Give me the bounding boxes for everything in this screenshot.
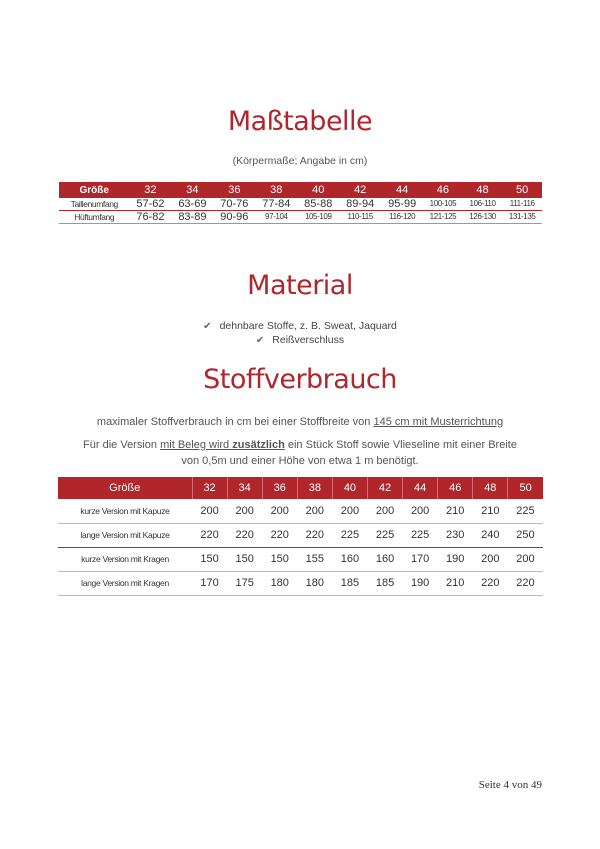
table-cell: 76-82 (129, 211, 171, 224)
table-cell: 220 (473, 571, 508, 595)
size-col: 34 (227, 477, 262, 499)
note-text: maximaler Stoffverbrauch in cm bei einer Stoffbreite von (96, 416, 374, 428)
note-text: ein Stück Stoff sowie Vlieseline mit einer Breite (284, 439, 517, 451)
table-cell: 225 (403, 523, 438, 547)
table-cell: 210 (438, 571, 473, 595)
beleg-text (160, 439, 285, 451)
table-cell: 220 (192, 523, 227, 547)
check-icon: ✔ (255, 335, 265, 346)
table-cell: 131-135 (502, 211, 542, 224)
table-cell: 180 (262, 571, 297, 595)
material-item-label: dehnbare Stoffe, z. B. Sweat, Jaquard (219, 320, 397, 332)
table-cell: 225 (367, 523, 402, 547)
table-cell: 111-116 (502, 198, 542, 211)
table-cell: 200 (403, 499, 438, 523)
note-text: Für die Version (83, 439, 161, 451)
size-col: 42 (367, 477, 402, 499)
table-cell: 210 (438, 499, 473, 523)
table-cell: 200 (297, 499, 332, 523)
fabric-table-header (58, 477, 543, 499)
table-cell: 220 (297, 523, 332, 547)
table-cell: 185 (367, 571, 402, 595)
material-item-label: Reißverschluss (272, 334, 345, 346)
size-col: 34 (171, 182, 213, 198)
table-cell: 150 (227, 547, 262, 571)
size-col: 48 (463, 182, 503, 198)
table-row (58, 499, 543, 523)
table-cell: 200 (508, 547, 543, 571)
table-cell: 116-120 (381, 211, 423, 224)
table-cell: 110-115 (339, 211, 381, 224)
size-col: 40 (297, 182, 339, 198)
size-col: 48 (473, 477, 508, 499)
fabric-table (58, 477, 543, 596)
size-col: 44 (381, 182, 423, 198)
size-table-header (59, 182, 542, 198)
table-cell: 170 (403, 547, 438, 571)
table-cell: 160 (367, 547, 402, 571)
table-cell: 225 (332, 523, 367, 547)
size-col: 50 (502, 182, 542, 198)
table-cell: 185 (332, 571, 367, 595)
table-cell: 250 (508, 523, 543, 547)
size-col: 42 (339, 182, 381, 198)
row-label: kurze Version mit Kapuze (58, 499, 192, 523)
table-cell: 70-76 (213, 198, 255, 211)
table-cell: 200 (262, 499, 297, 523)
table-cell: 225 (508, 499, 543, 523)
size-col: 40 (332, 477, 367, 499)
page-number: Seite 4 von 49 (478, 779, 542, 791)
table-row (58, 571, 543, 595)
table-row (59, 198, 542, 211)
table-cell: 155 (297, 547, 332, 571)
fabric-note-line3: von 0,5m und einer Höhe von etwa 1 m benötigt. (181, 455, 419, 467)
table-cell: 240 (473, 523, 508, 547)
size-header-label: Größe (58, 477, 192, 499)
table-cell: 57-62 (129, 198, 171, 211)
table-cell: 121-125 (423, 211, 463, 224)
table-cell: 85-88 (297, 198, 339, 211)
fabric-title: Stoffverbrauch (203, 364, 397, 395)
beleg-link-text: mit Beleg wird (160, 439, 230, 451)
check-icon: ✔ (203, 321, 212, 332)
fabric-width-text: 145 cm mit Musterrichtung (373, 416, 504, 428)
table-cell: 83-89 (171, 211, 213, 224)
size-col: 46 (423, 182, 463, 198)
fabric-note-line2 (0, 437, 600, 453)
table-cell: 210 (473, 499, 508, 523)
table-cell: 200 (227, 499, 262, 523)
table-cell: 200 (473, 547, 508, 571)
table-cell: 200 (367, 499, 402, 523)
material-item (0, 320, 600, 332)
table-cell: 220 (508, 571, 543, 595)
table-cell: 97-104 (255, 211, 297, 224)
table-cell: 180 (297, 571, 332, 595)
table-cell: 220 (262, 523, 297, 547)
table-cell: 220 (227, 523, 262, 547)
table-cell: 63-69 (171, 198, 213, 211)
fabric-note-line1 (0, 414, 600, 430)
additional-text: zusätzlich (232, 439, 285, 451)
size-header-label: Größe (59, 182, 129, 198)
size-col: 38 (255, 182, 297, 198)
table-cell: 190 (438, 547, 473, 571)
row-label: lange Version mit Kragen (58, 571, 192, 595)
table-cell: 190 (403, 571, 438, 595)
material-title: Material (247, 270, 353, 301)
table-row (59, 211, 542, 224)
material-item (0, 334, 600, 346)
table-cell: 230 (438, 523, 473, 547)
table-cell: 200 (332, 499, 367, 523)
row-label: Hüftumfang (59, 211, 129, 224)
size-col: 32 (129, 182, 171, 198)
table-cell: 170 (192, 571, 227, 595)
table-cell: 200 (192, 499, 227, 523)
table-cell: 150 (262, 547, 297, 571)
table-row (58, 547, 543, 571)
size-col: 36 (262, 477, 297, 499)
table-cell: 160 (332, 547, 367, 571)
table-cell: 126-130 (463, 211, 503, 224)
size-col: 44 (403, 477, 438, 499)
table-cell: 150 (192, 547, 227, 571)
row-label: lange Version mit Kapuze (58, 523, 192, 547)
row-label: Taillenumfang (59, 198, 129, 211)
size-table (59, 182, 542, 224)
table-cell: 175 (227, 571, 262, 595)
table-cell: 106-110 (463, 198, 503, 211)
size-col: 50 (508, 477, 543, 499)
table-cell: 77-84 (255, 198, 297, 211)
size-col: 36 (213, 182, 255, 198)
row-label: kurze Version mit Kragen (58, 547, 192, 571)
size-table-title: Maßtabelle (227, 106, 373, 137)
table-cell: 100-105 (423, 198, 463, 211)
table-cell: 95-99 (381, 198, 423, 211)
table-cell: 105-109 (297, 211, 339, 224)
table-cell: 89-94 (339, 198, 381, 211)
table-row (58, 523, 543, 547)
size-col: 46 (438, 477, 473, 499)
size-table-subtitle: (Körpermaße; Angabe in cm) (232, 155, 368, 167)
size-col: 32 (192, 477, 227, 499)
table-cell: 90-96 (213, 211, 255, 224)
size-col: 38 (297, 477, 332, 499)
